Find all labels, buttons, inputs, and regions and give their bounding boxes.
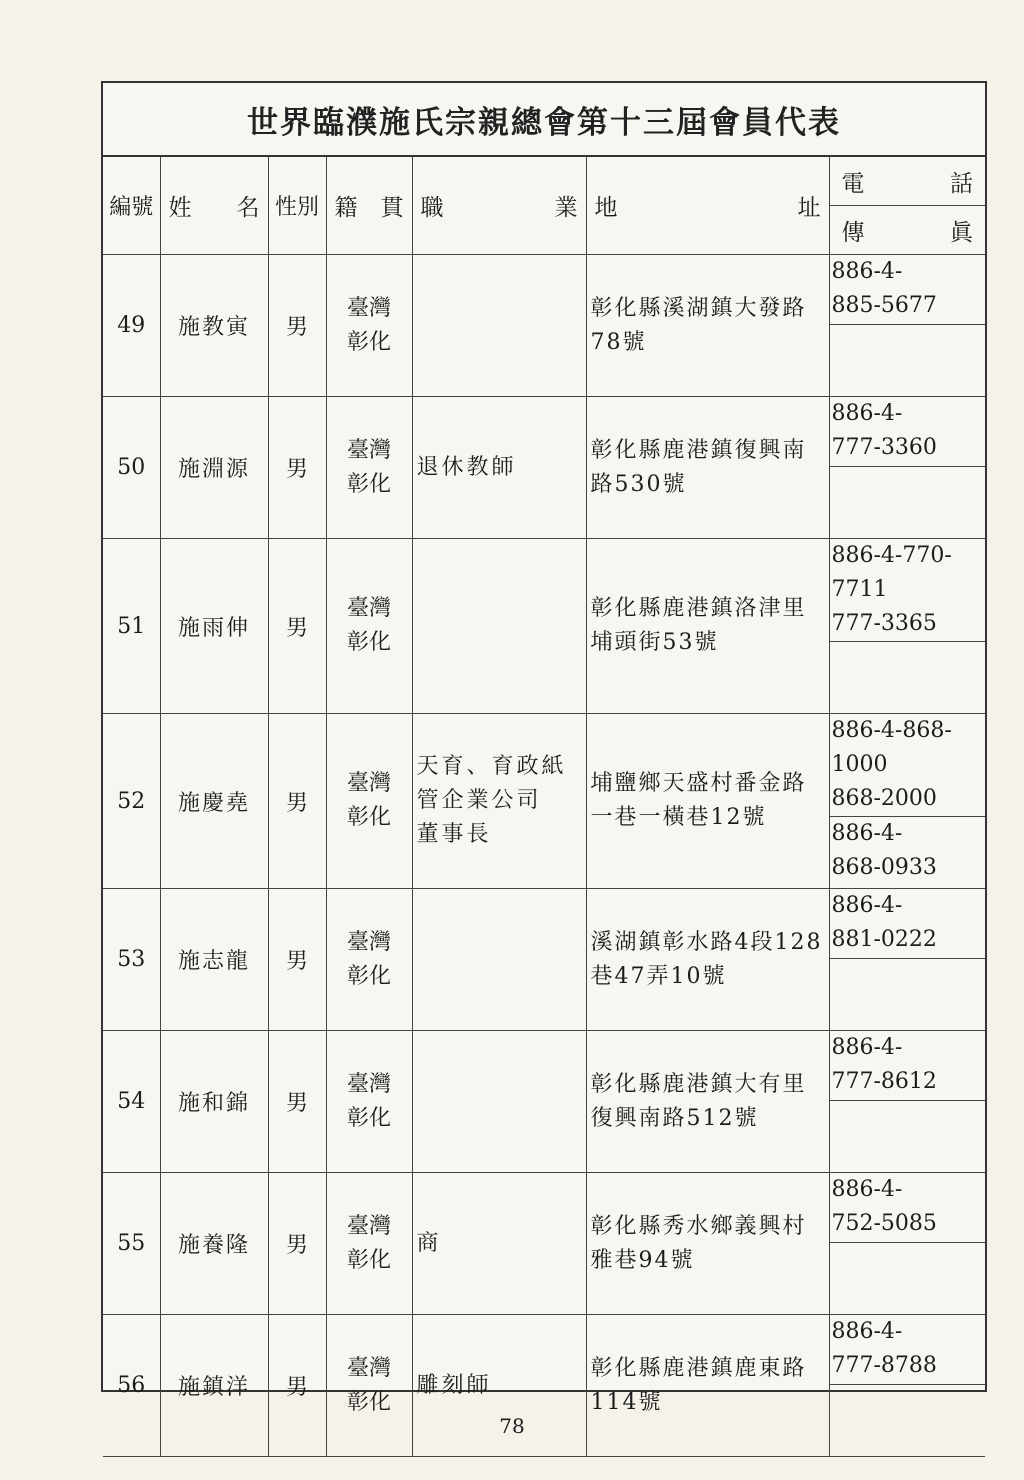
- cell-phone: [829, 1173, 985, 1243]
- table-row: [103, 1173, 985, 1243]
- cell-name: 施教寅: [160, 255, 268, 397]
- header-job-part-2: 業: [554, 195, 578, 221]
- table-body: [103, 255, 985, 1457]
- cell-number: 49: [103, 255, 160, 397]
- phone-line: 868-2000: [831, 786, 937, 811]
- page-number: 78: [499, 1414, 525, 1438]
- job-line: 退休教師: [416, 454, 517, 480]
- phone-line: 885-5677: [831, 293, 937, 318]
- origin-line-1: 臺灣: [346, 295, 391, 321]
- cell-origin: [326, 889, 412, 1031]
- cell-address: 彰化縣溪湖鎮大發路78號: [586, 255, 829, 397]
- cell-phone: [829, 539, 985, 642]
- cell-address: 彰化縣鹿港鎮洛津里埔頭街53號: [586, 539, 829, 714]
- cell-fax: [829, 817, 985, 889]
- cell-origin: [326, 397, 412, 539]
- header-origin-part-1: 籍: [334, 195, 358, 221]
- cell-fax: [829, 959, 985, 1031]
- header-number: 編號: [103, 157, 160, 255]
- phone-line: 886-4-868-1000: [831, 718, 952, 777]
- origin-line-2: 彰化: [346, 1105, 391, 1131]
- phone-line: 886-4-: [831, 893, 903, 918]
- cell-address: 彰化縣秀水鄉義興村雅巷94號: [586, 1173, 829, 1315]
- phone-line: 886-4-770-7711: [831, 543, 952, 602]
- job-line: 天育、育政紙: [416, 754, 567, 779]
- cell-number: 54: [103, 1031, 160, 1173]
- cell-phone: [829, 714, 985, 817]
- cell-number: 55: [103, 1173, 160, 1315]
- cell-address: 彰化縣鹿港鎮大有里復興南路512號: [586, 1031, 829, 1173]
- origin-line-2: 彰化: [346, 630, 391, 655]
- cell-job: [412, 889, 586, 1031]
- page-title: 世界臨濮施氏宗親總會第十三屆會員代表: [247, 104, 841, 141]
- phone-line: 777-3360: [831, 435, 937, 460]
- header-address: [586, 157, 829, 255]
- cell-name: 施慶堯: [160, 714, 268, 889]
- header-phone-part-2: 話: [950, 170, 973, 197]
- cell-name: 施志龍: [160, 889, 268, 1031]
- header-fax-part-2: 眞: [950, 219, 973, 246]
- cell-gender: 男: [268, 397, 326, 539]
- origin-line-1: 臺灣: [346, 1213, 391, 1239]
- cell-address: 彰化縣鹿港鎮鹿東路114號: [586, 1315, 829, 1457]
- table-row: [103, 889, 985, 959]
- header-origin: [326, 157, 412, 255]
- header-job: [412, 157, 586, 255]
- job-line: 董事長: [416, 822, 492, 847]
- cell-job: [412, 255, 586, 397]
- cell-origin: [326, 255, 412, 397]
- header-address-part-1: 地: [594, 195, 618, 221]
- header-fax: [829, 206, 985, 255]
- cell-gender: 男: [268, 539, 326, 714]
- cell-gender: 男: [268, 1173, 326, 1315]
- cell-number: 52: [103, 714, 160, 889]
- phone-line: 881-0222: [831, 927, 937, 952]
- fax-line: 886-4-: [831, 821, 903, 846]
- cell-gender: 男: [268, 889, 326, 1031]
- cell-address: 溪湖鎮彰水路4段128巷47弄10號: [586, 889, 829, 1031]
- job-line: 雕刻師: [416, 1372, 492, 1398]
- cell-job: [412, 397, 586, 539]
- cell-number: 53: [103, 889, 160, 1031]
- cell-phone: [829, 1031, 985, 1101]
- title-row: [103, 83, 985, 157]
- table-row: [103, 397, 985, 467]
- cell-fax: [829, 642, 985, 714]
- cell-job: [412, 714, 586, 889]
- origin-line-1: 臺灣: [346, 1355, 391, 1381]
- cell-fax: [829, 467, 985, 539]
- table-frame: [101, 81, 987, 1415]
- origin-line-1: 臺灣: [346, 1071, 391, 1097]
- origin-line-2: 彰化: [346, 1389, 391, 1415]
- phone-line: 886-4-: [831, 1177, 903, 1202]
- cell-name: 施和錦: [160, 1031, 268, 1173]
- cell-phone: [829, 255, 985, 325]
- phone-line: 886-4-: [831, 1035, 903, 1060]
- fax-line: 868-0933: [831, 855, 937, 880]
- cell-number: 50: [103, 397, 160, 539]
- origin-line-2: 彰化: [346, 329, 391, 355]
- phone-line: 752-5085: [831, 1211, 937, 1236]
- phone-line: 777-3365: [831, 611, 937, 636]
- header-job-part-1: 職: [420, 195, 444, 221]
- header-address-part-2: 址: [797, 195, 821, 221]
- cell-job: [412, 1031, 586, 1173]
- member-table: [103, 157, 985, 1457]
- cell-origin: [326, 539, 412, 714]
- cell-job: [412, 539, 586, 714]
- cell-origin: [326, 714, 412, 889]
- cell-fax: [829, 1101, 985, 1173]
- origin-line-1: 臺灣: [346, 771, 391, 796]
- cell-fax: [829, 1243, 985, 1315]
- header-name: [160, 157, 268, 255]
- header-origin-part-2: 貫: [380, 195, 404, 221]
- cell-name: 施淵源: [160, 397, 268, 539]
- cell-number: 56: [103, 1315, 160, 1457]
- origin-line-1: 臺灣: [346, 596, 391, 621]
- cell-gender: 男: [268, 1315, 326, 1457]
- header-row-1: [103, 157, 985, 206]
- cell-address: 彰化縣鹿港鎮復興南路530號: [586, 397, 829, 539]
- job-line: 管企業公司: [416, 788, 542, 813]
- table-row: [103, 714, 985, 817]
- cell-gender: 男: [268, 255, 326, 397]
- cell-phone: [829, 397, 985, 467]
- cell-gender: 男: [268, 1031, 326, 1173]
- cell-origin: [326, 1173, 412, 1315]
- phone-line: 886-4-: [831, 401, 903, 426]
- origin-line-2: 彰化: [346, 963, 391, 989]
- header-fax-part-1: 傳: [841, 219, 865, 246]
- origin-line-2: 彰化: [346, 1247, 391, 1273]
- cell-number: 51: [103, 539, 160, 714]
- header-phone: [829, 157, 985, 206]
- cell-address: 埔鹽鄉天盛村番金路一巷一橫巷12號: [586, 714, 829, 889]
- cell-name: 施雨伸: [160, 539, 268, 714]
- header-name-part-2: 名: [236, 195, 260, 221]
- origin-line-1: 臺灣: [346, 437, 391, 463]
- cell-origin: [326, 1031, 412, 1173]
- phone-line: 777-8612: [831, 1069, 937, 1094]
- phone-line: 886-4-: [831, 1319, 903, 1344]
- table-row: [103, 1031, 985, 1101]
- header-phone-part-1: 電: [841, 170, 865, 197]
- cell-name: 施鎮洋: [160, 1315, 268, 1457]
- phone-line: 777-8788: [831, 1353, 937, 1378]
- header-gender: 性別: [268, 157, 326, 255]
- origin-line-1: 臺灣: [346, 929, 391, 955]
- phone-line: 886-4-: [831, 259, 903, 284]
- cell-job: [412, 1173, 586, 1315]
- cell-fax: [829, 325, 985, 397]
- table-row: [103, 255, 985, 325]
- cell-name: 施養隆: [160, 1173, 268, 1315]
- origin-line-2: 彰化: [346, 805, 391, 830]
- origin-line-2: 彰化: [346, 471, 391, 497]
- header-name-part-1: 姓: [168, 195, 192, 221]
- job-line: 商: [416, 1230, 442, 1256]
- cell-phone: [829, 1315, 985, 1385]
- cell-gender: 男: [268, 714, 326, 889]
- cell-phone: [829, 889, 985, 959]
- table-row: [103, 1315, 985, 1385]
- table-row: [103, 539, 985, 642]
